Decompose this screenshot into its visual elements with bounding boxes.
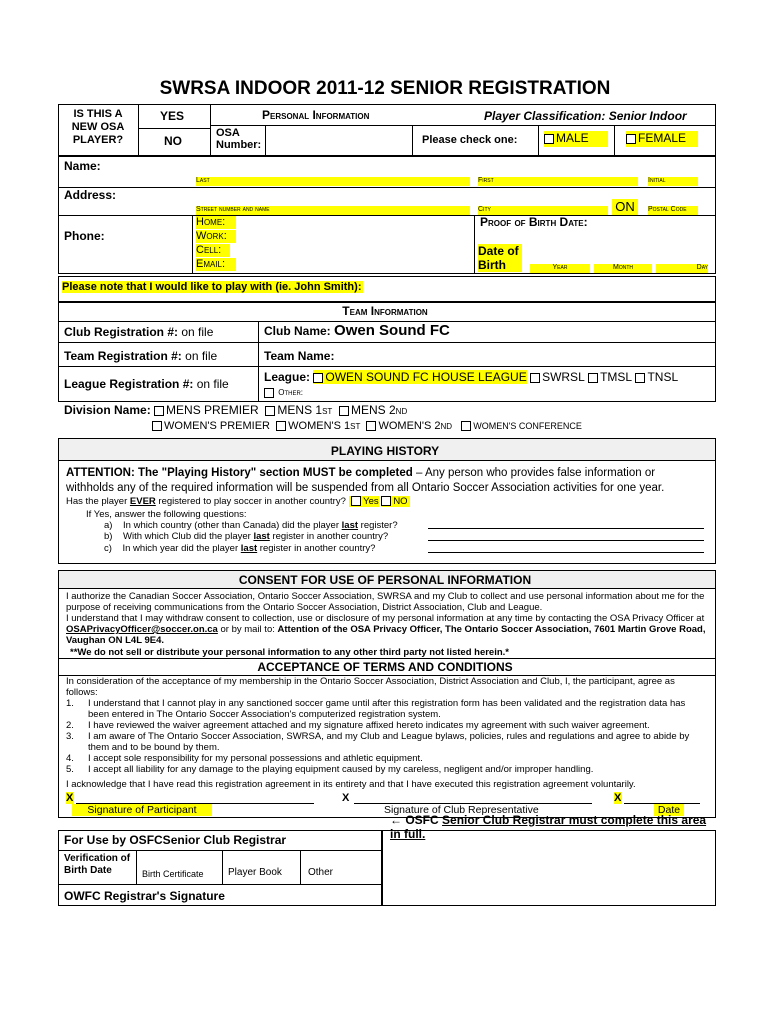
checkbox-icon: [544, 134, 554, 144]
female-checkbox[interactable]: [626, 131, 698, 147]
province-field[interactable]: ON: [612, 199, 638, 215]
registrar-note: ← OSFC Senior Club Registrar must complete this area in full.: [390, 813, 707, 841]
division-womens-2nd[interactable]: WOMEN'S 2nd: [366, 420, 452, 432]
history-answer-c[interactable]: [428, 552, 704, 553]
terms-item: 5. I accept all liability for any damage to the playing equipment caused by my careless, negligent and/or improper handling.: [66, 764, 594, 775]
acknowledgement-text: I acknowledge that I have read this registration agreement in its entirety and that I have executed this registration agreement voluntarily.: [66, 779, 636, 790]
division-mens-2nd[interactable]: MENS 2nd: [339, 403, 407, 417]
birth-certificate-option[interactable]: Birth Certificate: [142, 869, 204, 879]
consent-paragraph-3: **We do not sell or distribute your personal information to any other third party not listed herein.*: [70, 647, 509, 658]
new-player-question: IS THIS A NEW OSA PLAYER?: [71, 108, 125, 146]
team-name-label: Team Name:: [264, 349, 335, 363]
birth-year-field[interactable]: Year: [530, 264, 590, 273]
work-phone-field[interactable]: Work:: [196, 230, 236, 243]
if-yes-label: If Yes, answer the following questions:: [86, 509, 247, 520]
club-name: Club Name: Owen Sound FC: [264, 322, 450, 339]
consent-paragraph-1: I authorize the Canadian Soccer Association, Ontario Soccer Association, SWRSA and my Club to collect and use personal information about me for the purpose of receiving communications from the Ontario Soccer Association, District Association, Club and League.: [66, 591, 705, 613]
participant-signature-label: Signature of Participant: [72, 804, 212, 816]
osa-number-label: OSA Number:: [216, 127, 262, 151]
new-player-yes[interactable]: YES: [160, 109, 185, 123]
play-with-note[interactable]: Please note that I would like to play with (ie. John Smith):: [62, 281, 362, 293]
played-abroad-yes[interactable]: Yes: [349, 496, 379, 507]
initial-field[interactable]: Initial: [648, 177, 698, 186]
division-row-1: Division Name: MENS PREMIER MENS 1st MENS 2nd: [64, 403, 408, 417]
player-classification: Player Classification: Senior Indoor: [484, 109, 687, 123]
history-question-a: a) In which country (other than Canada) did the player last register?: [104, 520, 398, 531]
date-label: Date: [654, 804, 684, 816]
first-name-field[interactable]: First: [478, 177, 638, 186]
playing-history-heading: PLAYING HISTORY: [330, 444, 440, 458]
attention-text: ATTENTION: The "Playing History" section MUST be completed – Any person who provides false information or withholds any of the required information will be suspended from all Ontario Soccer Association activities for one year.: [66, 467, 665, 494]
home-phone-field[interactable]: Home:: [196, 216, 236, 229]
registrar-signature-label[interactable]: OWFC Registrar's Signature: [64, 889, 225, 903]
team-registration-label: Team Registration #: on file: [64, 349, 218, 363]
terms-intro: In consideration of the acceptance of my membership in the Ontario Soccer Association, District Association and Club, I, the participant, agree as follows:: [66, 676, 675, 698]
club-registration-label: Club Registration #: on file: [64, 325, 214, 339]
female-label: FEMALE: [638, 131, 687, 145]
registrar-note-box: [382, 830, 716, 906]
city-field[interactable]: City: [478, 206, 608, 215]
phone-label: Phone:: [64, 229, 105, 243]
date-of-birth-label: Date of Birth: [478, 244, 522, 272]
name-label: Name:: [64, 159, 101, 173]
division-mens-premier[interactable]: MENS PREMIER: [154, 403, 259, 417]
consent-heading: CONSENT FOR USE OF PERSONAL INFORMATION: [238, 573, 532, 587]
male-label: MALE: [556, 131, 589, 145]
history-answer-a[interactable]: [428, 528, 704, 529]
terms-list: [66, 698, 706, 775]
league-tmsl-option[interactable]: TMSL: [588, 370, 632, 384]
street-field[interactable]: Street number and name: [196, 206, 470, 215]
birth-month-field[interactable]: Month: [594, 264, 652, 273]
page-title: SWRSA INDOOR 2011-12 SENIOR REGISTRATION: [159, 78, 611, 99]
team-info-heading: Team Information: [342, 304, 428, 318]
league-tnsl-option[interactable]: TNSL: [635, 370, 678, 384]
club-rep-x-mark: X: [342, 792, 350, 804]
participant-x-mark: X: [66, 792, 74, 804]
division-row-2: [152, 420, 582, 432]
league-registration-label: League Registration #: on file: [64, 377, 229, 391]
postal-code-field[interactable]: Postal Code: [648, 206, 698, 215]
division-mens-1st[interactable]: MENS 1st: [265, 403, 332, 417]
last-name-field[interactable]: Last: [196, 177, 470, 186]
league-swrsl-option[interactable]: SWRSL: [530, 370, 585, 384]
male-checkbox[interactable]: [544, 131, 608, 147]
consent-paragraph-2: I understand that I may withdraw consent to collection, use or disclosure of my personal information at any time by contacting the OSA Privacy Officer at OSAPrivacyOfficer@soccer.on.ca or by mail to: Attention of the OSA Privacy Officer, The Ontario Soccer Association, 7601 Martin Grove Road, Vaughan ON L4L 9E4.: [66, 613, 706, 646]
verification-label: Verification of Birth Date: [64, 853, 131, 876]
played-abroad-question: Has the player EVER registered to play soccer in another country? Yes NO: [66, 496, 410, 507]
division-womens-premier[interactable]: WOMEN'S PREMIER: [152, 420, 270, 432]
terms-item: 3. I am aware of The Ontario Soccer Association, SWRSA, and my Club and League bylaws, policies, rules and regulations and agree to abide by them and to be bound by them.: [66, 731, 690, 753]
terms-item: 2. I have reviewed the waiver agreement attached and my signature affixed hereto indicates my agreement with such waiver agreement.: [66, 720, 650, 731]
league-owen-sound-option[interactable]: OWEN SOUND FC HOUSE LEAGUE: [313, 370, 526, 384]
proof-of-birth-label: Proof of Birth Date:: [480, 215, 588, 229]
checkbox-icon: [626, 134, 636, 144]
new-player-no[interactable]: NO: [164, 134, 182, 148]
address-label: Address:: [64, 188, 117, 202]
history-answer-b[interactable]: [428, 540, 704, 541]
date-x-mark: X: [614, 792, 622, 804]
history-question-c: c) In which year did the player last register in another country?: [104, 543, 376, 554]
privacy-email-link[interactable]: OSAPrivacyOfficer@soccer.on.ca: [66, 624, 218, 635]
league-other-option[interactable]: Other:: [264, 388, 303, 398]
please-check-label: Please check one:: [422, 134, 518, 146]
division-womens-conference[interactable]: WOMEN'S CONFERENCE: [461, 420, 582, 432]
personal-info-heading: Personal Information: [262, 108, 370, 122]
terms-item: 4. I accept sole responsibility for my personal possessions and athletic equipment.: [66, 753, 423, 764]
history-question-b: b) With which Club did the player last register in another country?: [104, 531, 389, 542]
osa-number-input[interactable]: [268, 128, 398, 152]
birth-day-field[interactable]: Day: [656, 264, 708, 273]
other-option[interactable]: Other: [308, 867, 334, 878]
played-abroad-no[interactable]: NO: [381, 496, 410, 507]
terms-item: 1. I understand that I cannot play in any sanctioned soccer game until after this registration form has been validated and the registration data has been entered in The Ontario Soccer Association's computerized registration system.: [66, 698, 686, 720]
division-womens-1st[interactable]: WOMEN'S 1st: [276, 420, 360, 432]
league-options: League: OWEN SOUND FC HOUSE LEAGUE SWRSL TMSL TNSL: [264, 370, 679, 384]
club-rep-signature-label: Signature of Club Representative: [384, 804, 539, 816]
email-field[interactable]: Email:: [196, 258, 236, 271]
registrar-heading: For Use by OSFCSenior Club Registrar: [64, 833, 287, 847]
left-arrow-icon: ←: [390, 813, 402, 827]
cell-phone-field[interactable]: Cell:: [196, 244, 230, 257]
player-book-option[interactable]: Player Book: [228, 867, 282, 878]
terms-heading: ACCEPTANCE OF TERMS AND CONDITIONS: [257, 660, 513, 674]
